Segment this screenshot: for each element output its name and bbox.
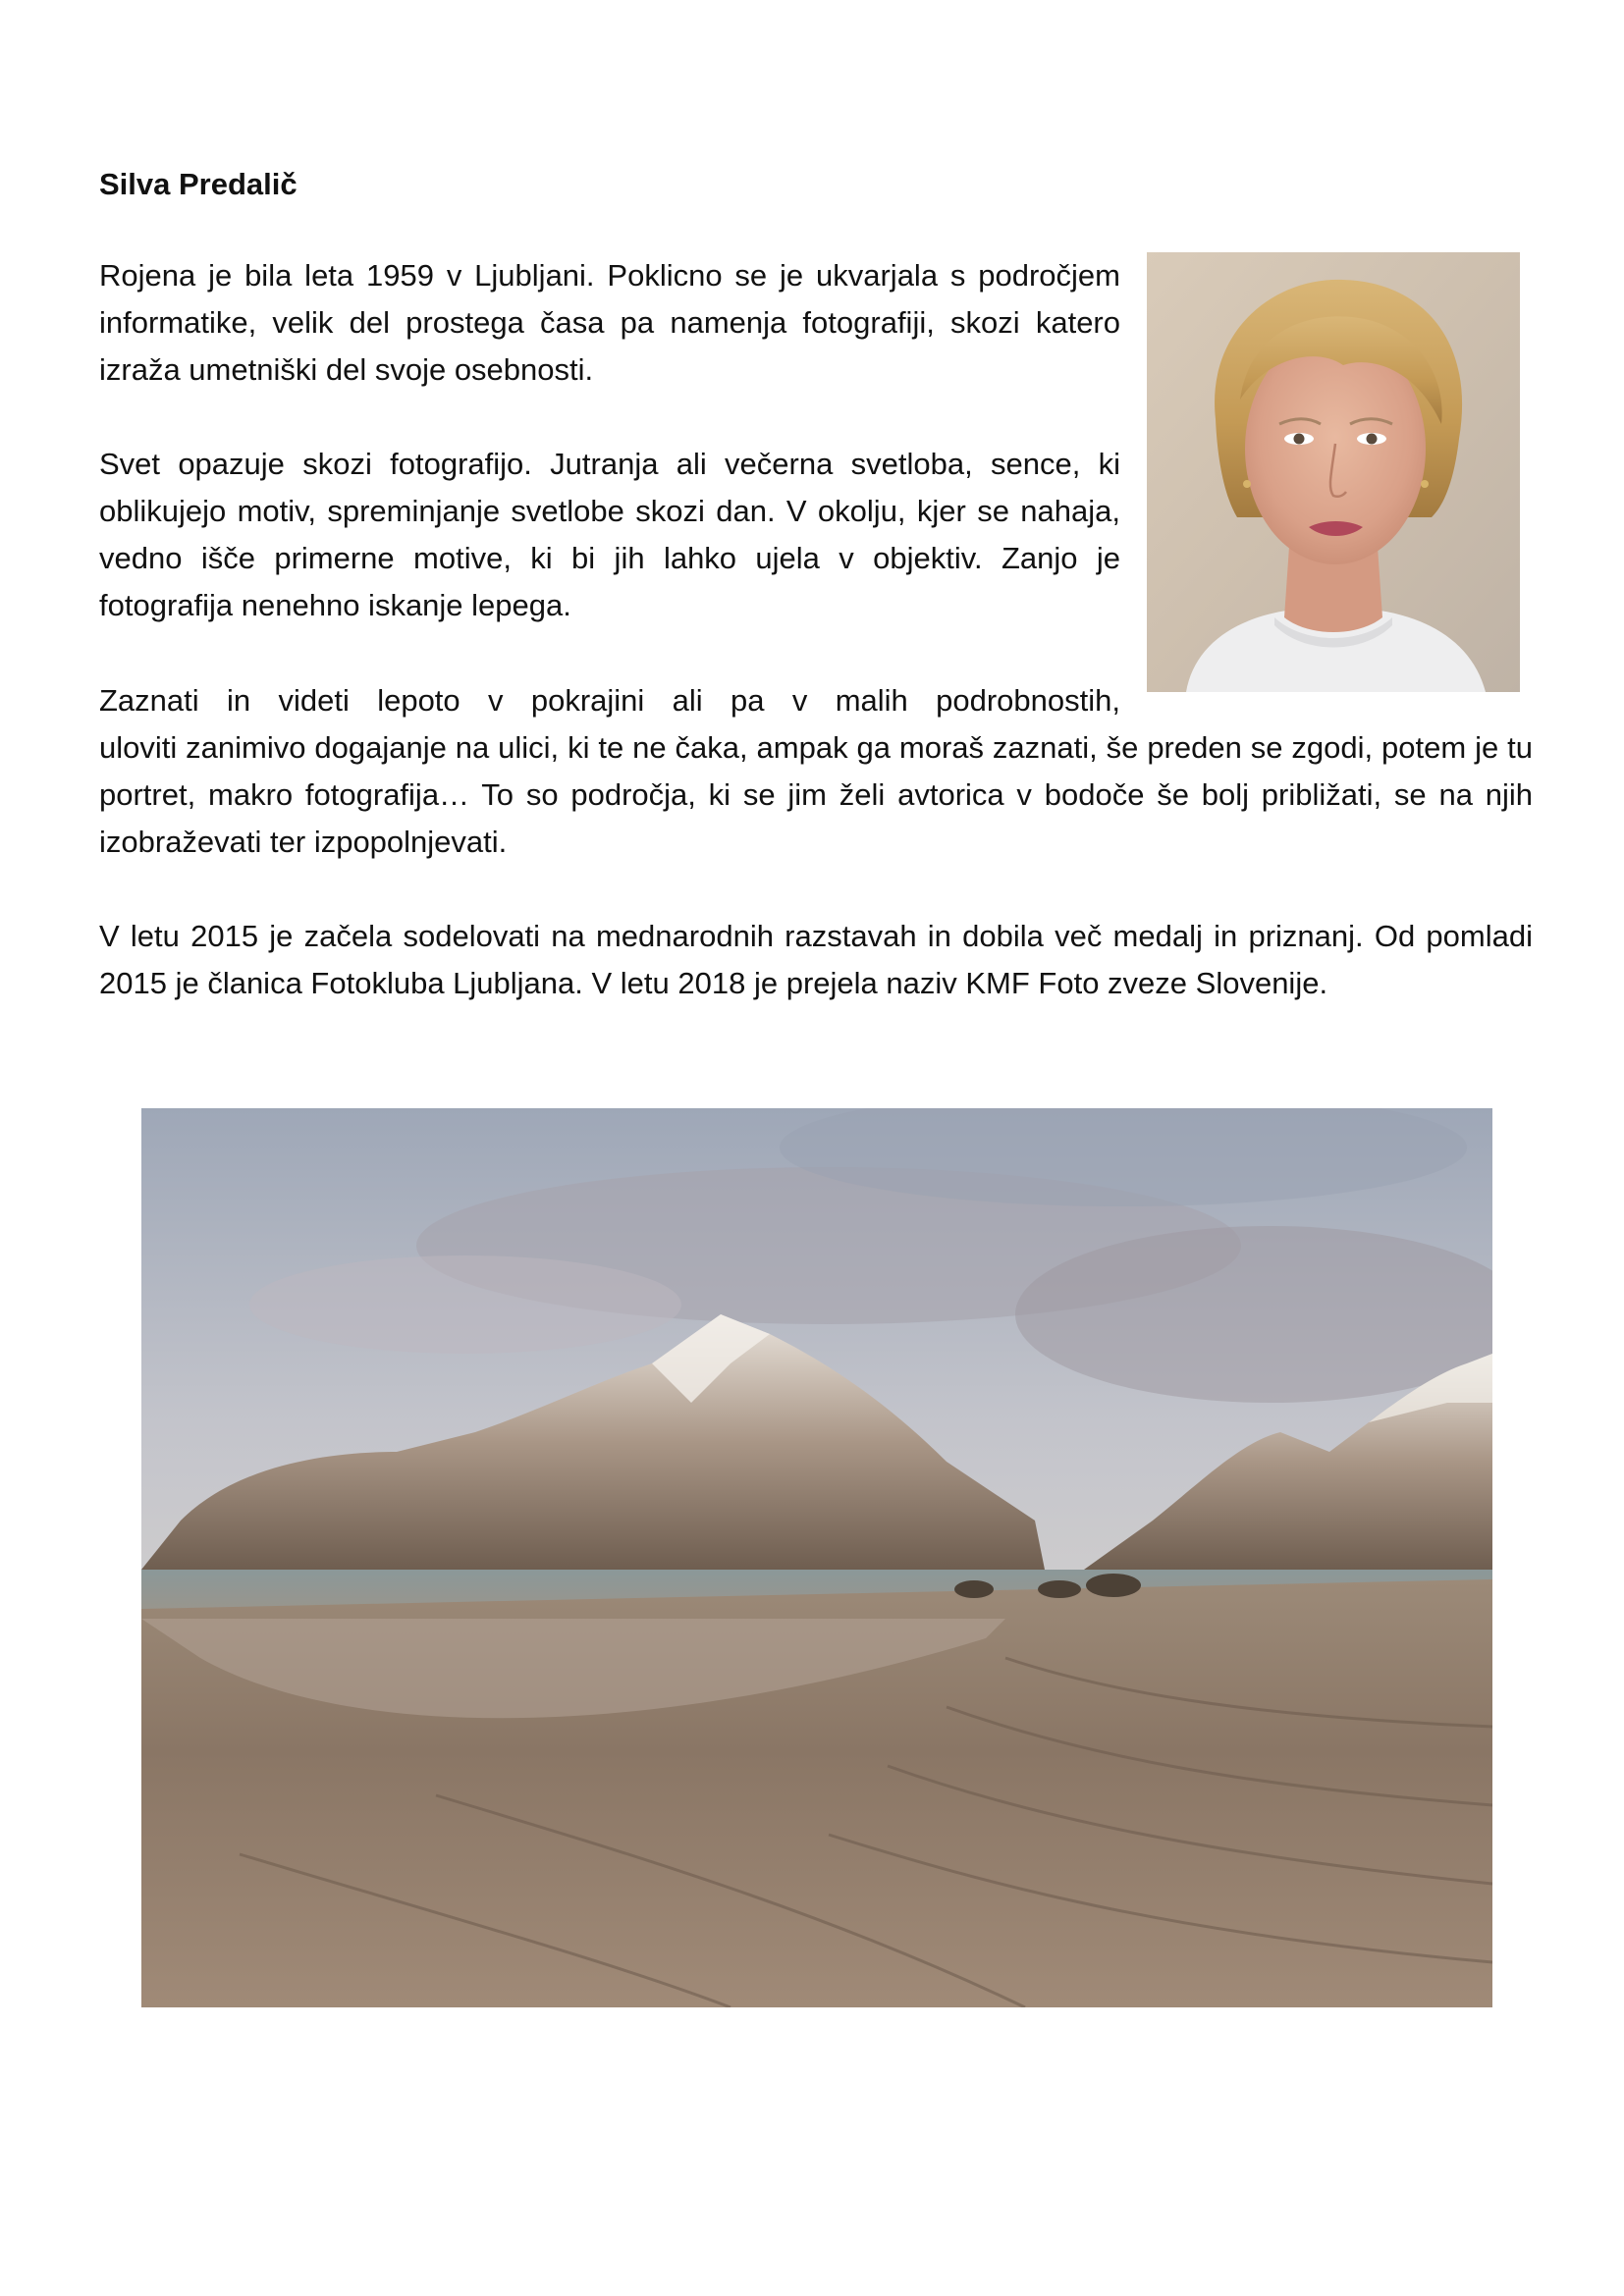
paragraph-birth-profession: Rojena je bila leta 1959 v Ljubljani. Poklicno se je ukvarjala s področjem informatike, velik del prostega časa pa namenja fotografiji, skozi katero izraža umetniški del svoje osebnosti. (99, 258, 1120, 387)
paragraph-interests-rest: uloviti zanimivo dogajanje na ulici, ki te ne čaka, ampak ga moraš zaznati, še preden se zgodi, potem je tu portret, makro fotografija… To so področja, ki se jim želi avtorica v bodoče še bolj približati, se na njih izobraževati ter izpopolnjevati. (99, 730, 1533, 859)
paragraph-photography-view: Svet opazuje skozi fotografijo. Jutranja ali večerna svetloba, sence, ki oblikujejo motiv, spreminjanje svetlobe skozi dan. V okolju, kjer se nahaja, vedno išče primerne motive, ki bi jih lahko ujela v objektiv. Zanjo je fotografija nenehno iskanje lepega. (99, 447, 1120, 622)
paragraph-interests (99, 677, 1533, 866)
landscape-beach-photo (141, 1108, 1492, 2007)
author-portrait-photo (1147, 252, 1520, 692)
paragraph-exhibitions: V letu 2015 je začela sodelovati na mednarodnih razstavah in dobila več medalj in priznanj. Od pomladi 2015 je članica Fotokluba Ljubljana. V letu 2018 je prejela naziv KMF Foto zveze Slovenije. (99, 919, 1533, 1000)
author-name-heading: Silva Predalič (99, 167, 298, 201)
paragraph-interests-first-line: Zaznati in videti lepoto v pokrajini ali pa v malih podrobnostih, (99, 683, 1120, 718)
